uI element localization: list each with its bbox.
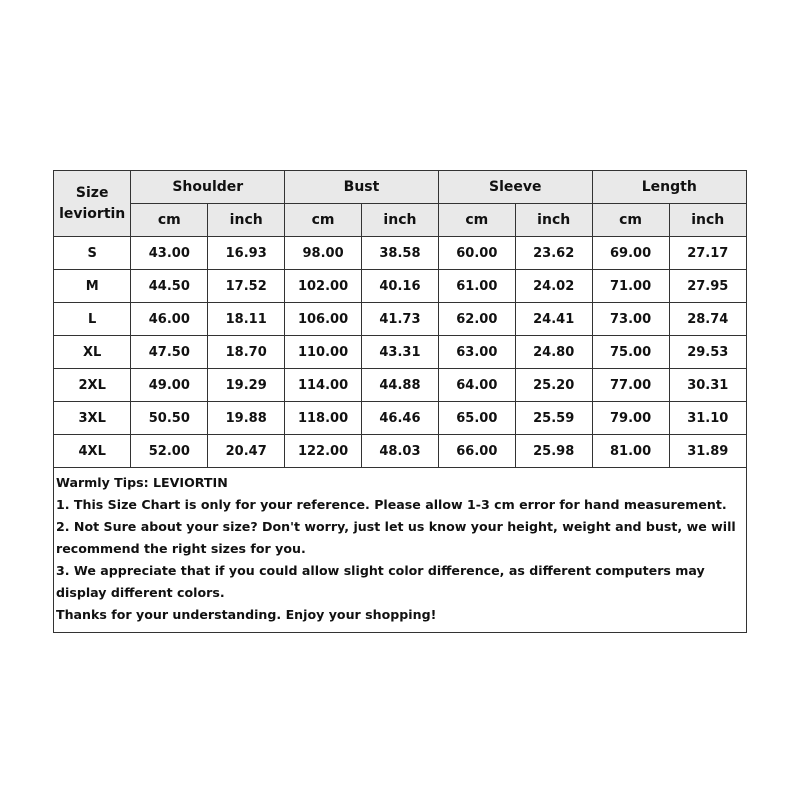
measurement-cell: 118.00 xyxy=(285,402,362,435)
measurement-cell: 28.74 xyxy=(669,303,746,336)
unit-header-cm: cm xyxy=(131,204,208,237)
size-cell: M xyxy=(54,270,131,303)
measurement-cell: 41.73 xyxy=(362,303,439,336)
measurement-cell: 17.52 xyxy=(208,270,285,303)
measurement-cell: 25.59 xyxy=(515,402,592,435)
measurement-cell: 66.00 xyxy=(438,435,515,468)
measurement-cell: 114.00 xyxy=(285,369,362,402)
measurement-cell: 31.89 xyxy=(669,435,746,468)
measurement-cell: 24.80 xyxy=(515,336,592,369)
measurement-cell: 81.00 xyxy=(592,435,669,468)
measurement-cell: 79.00 xyxy=(592,402,669,435)
measurement-cell: 24.41 xyxy=(515,303,592,336)
size-header xyxy=(54,171,131,237)
table-row xyxy=(54,402,746,435)
measurement-cell: 18.70 xyxy=(208,336,285,369)
measurement-cell: 24.02 xyxy=(515,270,592,303)
header-row-groups xyxy=(54,171,746,204)
measurement-cell: 46.00 xyxy=(131,303,208,336)
unit-header-cm: cm xyxy=(438,204,515,237)
measurement-cell: 19.88 xyxy=(208,402,285,435)
size-cell: XL xyxy=(54,336,131,369)
header-row-units xyxy=(54,204,746,237)
measurement-cell: 122.00 xyxy=(285,435,362,468)
measurement-cell: 29.53 xyxy=(669,336,746,369)
tips-title: Warmly Tips: LEVIORTIN xyxy=(56,475,228,490)
unit-header-inch: inch xyxy=(515,204,592,237)
measurement-cell: 75.00 xyxy=(592,336,669,369)
table-row xyxy=(54,435,746,468)
measurement-cell: 38.58 xyxy=(362,237,439,270)
tip-line: 3. We appreciate that if you could allow slight color difference, as different computers may display different colors. xyxy=(56,563,705,600)
measurement-cell: 102.00 xyxy=(285,270,362,303)
brand-label: leviortin xyxy=(59,205,126,222)
unit-header-inch: inch xyxy=(669,204,746,237)
measurement-cell: 69.00 xyxy=(592,237,669,270)
measurement-cell: 63.00 xyxy=(438,336,515,369)
size-label: Size xyxy=(75,184,109,201)
measurement-cell: 44.50 xyxy=(131,270,208,303)
measurement-cell: 25.98 xyxy=(515,435,592,468)
tip-line: 1. This Size Chart is only for your reference. Please allow 1-3 cm error for hand measurement. xyxy=(56,497,727,512)
table-row xyxy=(54,237,746,270)
measurement-cell: 25.20 xyxy=(515,369,592,402)
measurement-cell: 30.31 xyxy=(669,369,746,402)
measurement-cell: 40.16 xyxy=(362,270,439,303)
table-row xyxy=(54,303,746,336)
measurement-cell: 20.47 xyxy=(208,435,285,468)
size-cell: 3XL xyxy=(54,402,131,435)
unit-header-inch: inch xyxy=(208,204,285,237)
measurement-cell: 110.00 xyxy=(285,336,362,369)
measurement-cell: 61.00 xyxy=(438,270,515,303)
size-cell: 2XL xyxy=(54,369,131,402)
measurement-cell: 60.00 xyxy=(438,237,515,270)
unit-header-cm: cm xyxy=(285,204,362,237)
tips-section xyxy=(54,468,746,632)
measurement-cell: 49.00 xyxy=(131,369,208,402)
measurement-cell: 27.95 xyxy=(669,270,746,303)
measurement-cell: 23.62 xyxy=(515,237,592,270)
measurement-cell: 47.50 xyxy=(131,336,208,369)
size-cell: 4XL xyxy=(54,435,131,468)
size-cell: L xyxy=(54,303,131,336)
measurement-cell: 106.00 xyxy=(285,303,362,336)
unit-header-inch: inch xyxy=(362,204,439,237)
tip-line: 2. Not Sure about your size? Don't worry, just let us know your height, weight and bust, we will recommend the right sizes for you. xyxy=(56,519,736,556)
measurement-cell: 65.00 xyxy=(438,402,515,435)
measurement-cell: 62.00 xyxy=(438,303,515,336)
size-table xyxy=(54,171,746,468)
measurement-cell: 50.50 xyxy=(131,402,208,435)
measurement-cell: 27.17 xyxy=(669,237,746,270)
table-row xyxy=(54,270,746,303)
table-row xyxy=(54,369,746,402)
measurement-cell: 44.88 xyxy=(362,369,439,402)
table-row xyxy=(54,336,746,369)
measurement-cell: 77.00 xyxy=(592,369,669,402)
measurement-cell: 64.00 xyxy=(438,369,515,402)
measurement-cell: 43.00 xyxy=(131,237,208,270)
measurement-cell: 52.00 xyxy=(131,435,208,468)
table-body xyxy=(54,237,746,468)
group-header-bust: Bust xyxy=(285,171,439,204)
group-header-length: Length xyxy=(592,171,746,204)
measurement-cell: 73.00 xyxy=(592,303,669,336)
measurement-cell: 48.03 xyxy=(362,435,439,468)
size-cell: S xyxy=(54,237,131,270)
measurement-cell: 19.29 xyxy=(208,369,285,402)
size-chart xyxy=(53,170,747,633)
measurement-cell: 46.46 xyxy=(362,402,439,435)
measurement-cell: 31.10 xyxy=(669,402,746,435)
measurement-cell: 16.93 xyxy=(208,237,285,270)
measurement-cell: 43.31 xyxy=(362,336,439,369)
measurement-cell: 71.00 xyxy=(592,270,669,303)
unit-header-cm: cm xyxy=(592,204,669,237)
tip-line: Thanks for your understanding. Enjoy your shopping! xyxy=(56,607,437,622)
measurement-cell: 18.11 xyxy=(208,303,285,336)
group-header-sleeve: Sleeve xyxy=(438,171,592,204)
measurement-cell: 98.00 xyxy=(285,237,362,270)
group-header-shoulder: Shoulder xyxy=(131,171,285,204)
